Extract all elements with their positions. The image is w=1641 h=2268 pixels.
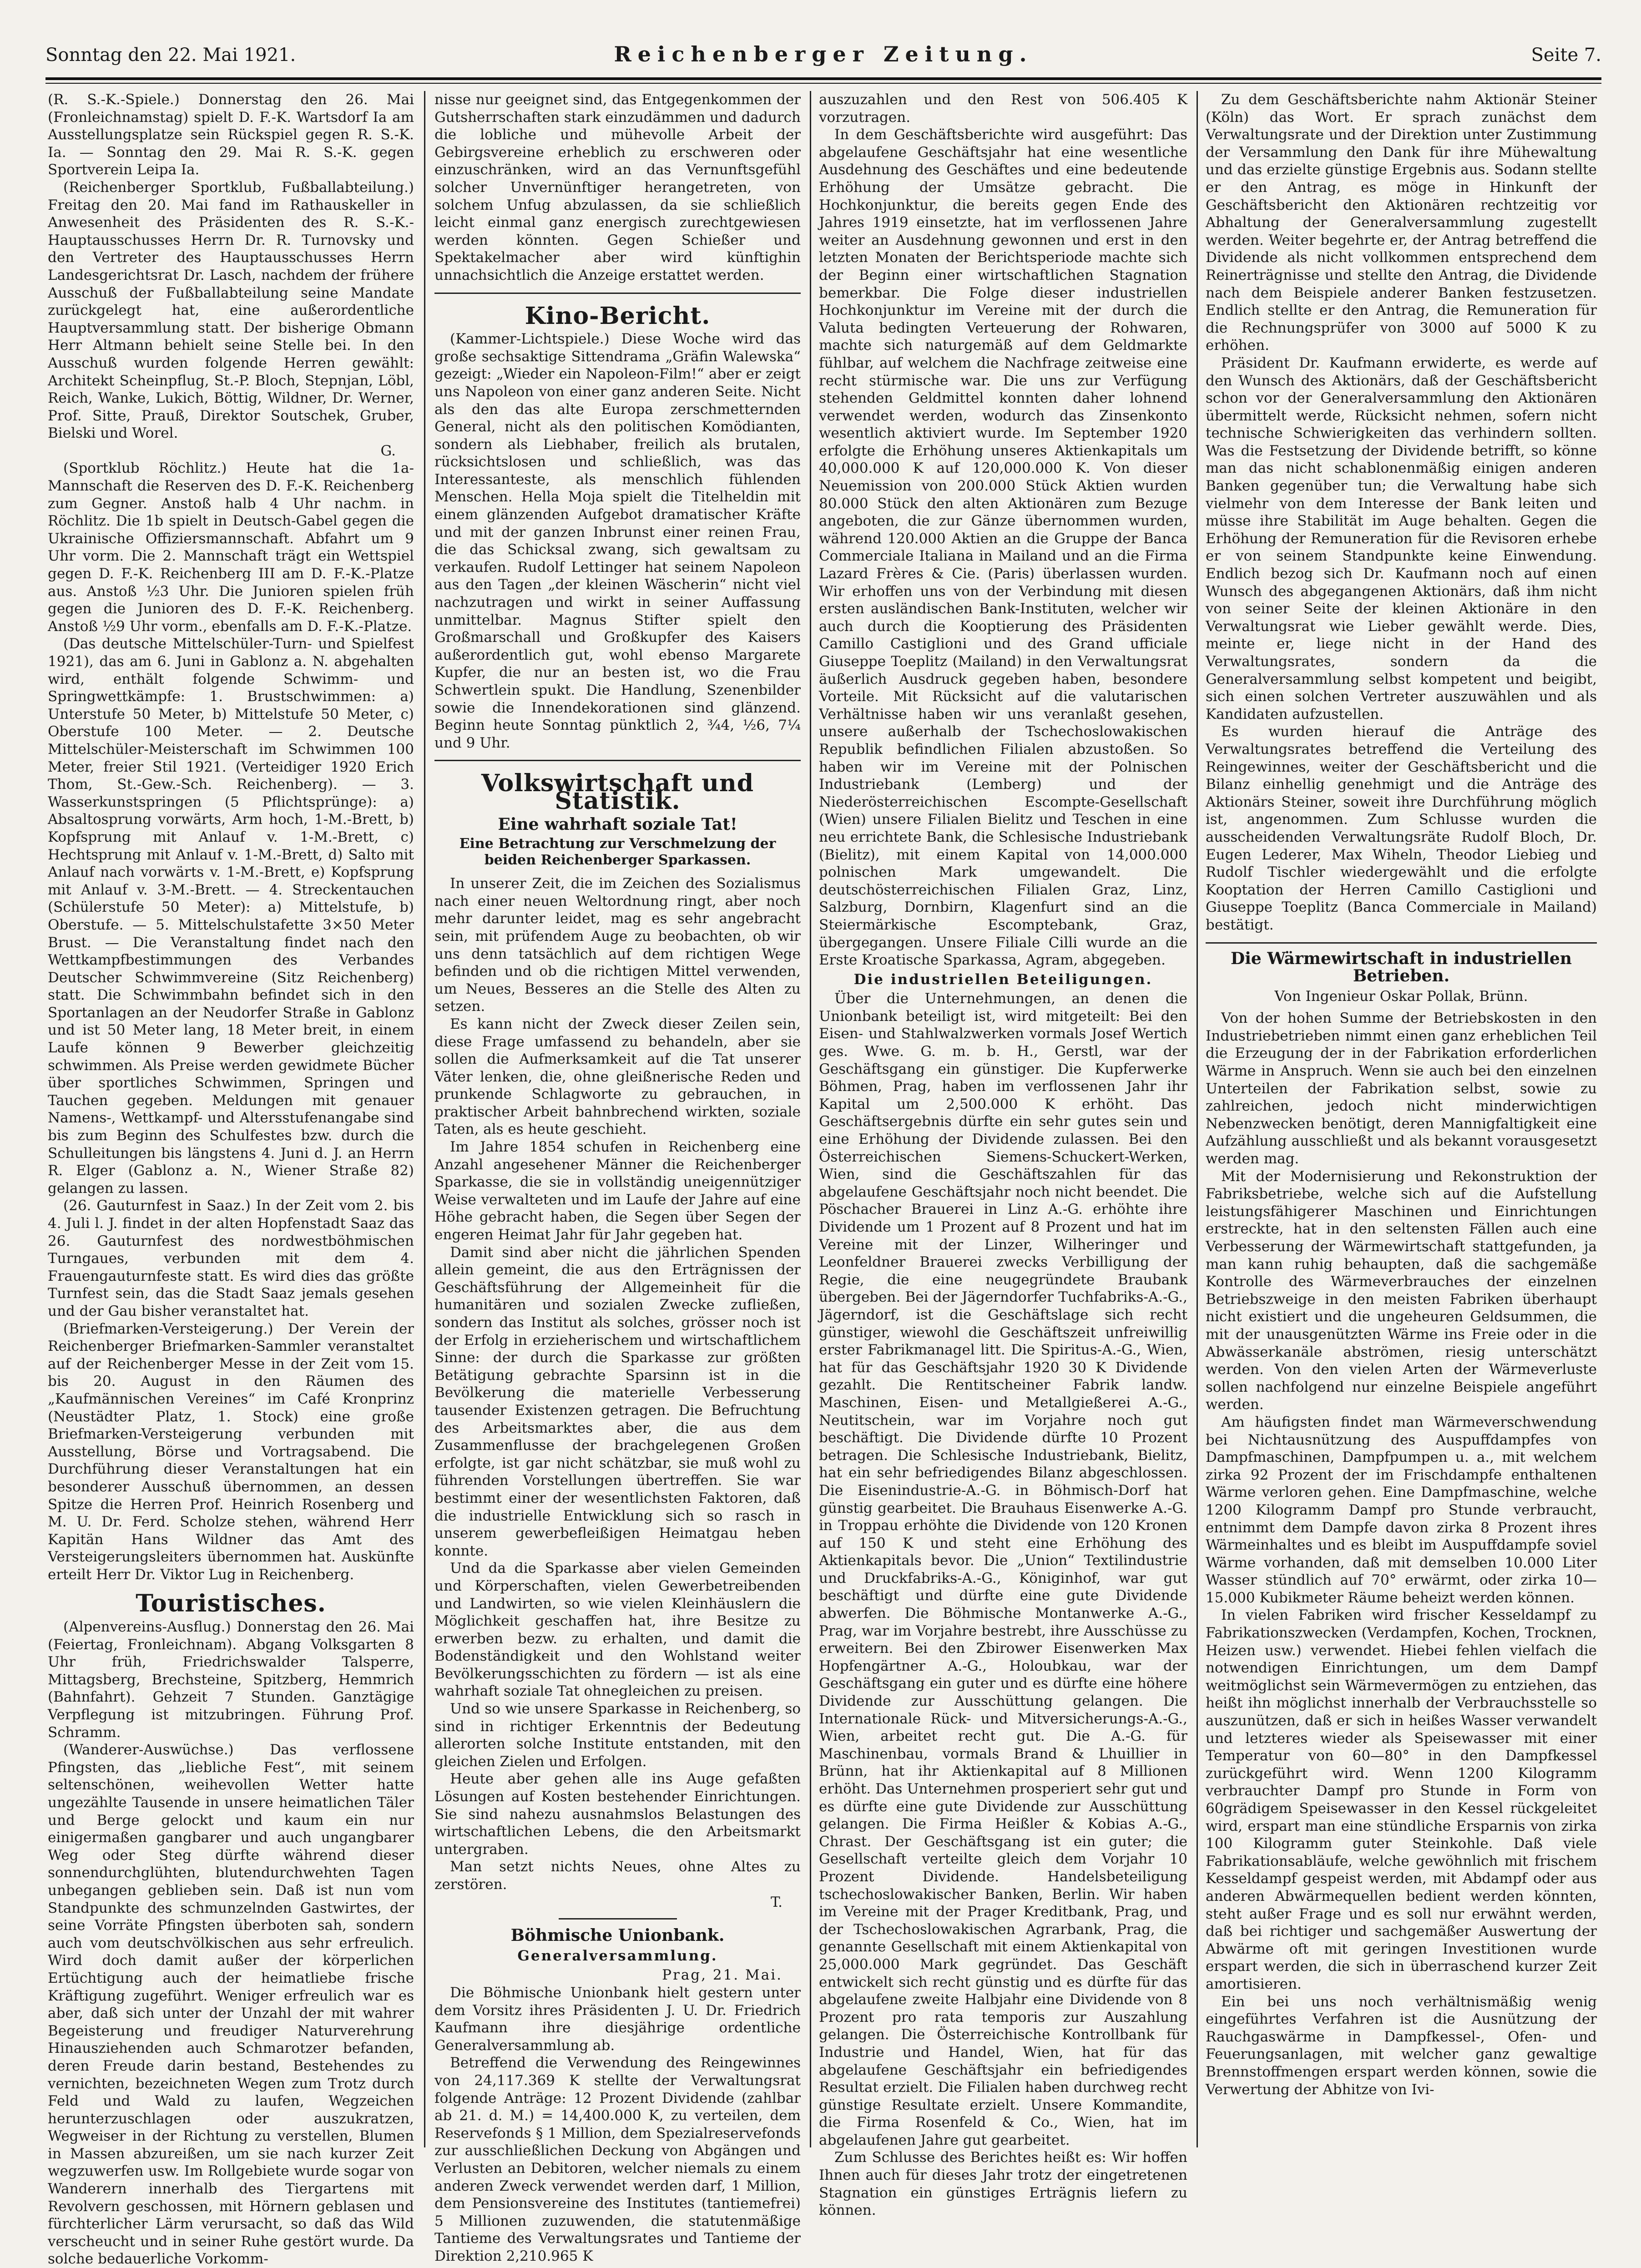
section-heading-touristik: Touristisches. — [136, 1590, 326, 1618]
section-heading-kino: Kino-Bericht. — [525, 302, 711, 330]
article-paragraph: Damit sind aber nicht die jährlichen Spenden allein gemeint, die aus den Erträgnissen der Geschäftsführung der Allgemeinheit für die humanitären und sozialen Zwecke zufließen, sondern das Institut als solches, grösser noch ist der Erfolg in erzieherischem und wirtschaftlichem Sinne: der durch die Sparkasse zur größten Betätigung gebrachte Sparsinn ist in die Bevölkerung die materielle Verbesserung tausender Existenzen getragen. Die Befruchtung des Arbeitsmarktes aber, die aus dem Zusammenflusse der brachgelegenen Großen erfolgte, ist gar nicht schätzbar, sie muß wohl zu führenden Vorstellungen übertreffen. Sie war bestimmt einer der wesentlichsten Faktoren, daß die industrielle Entwicklung sich so rasch in unserem gewerbefleißigen Heimatgau heben konnte. — [434, 1244, 801, 1559]
article-dateline: Prag, 21. Mai. — [662, 1967, 783, 1984]
article-paragraph: (Sportklub Röchlitz.) Heute hat die 1a-Mannschaft die Reserven des D. F.-K. Reichenberg zum Gegner. Anstoß halb 4 Uhr nachm. in Röchlitz. Die 1b spielt in Deutsch-Gabel gegen die Ukrainische Offiziersmannschaft. Abfahrt um 9 Uhr vorm. Die 2. Mannschaft trägt ein Wettspiel gegen D. F.-K. Reichenberg III am D. F.-K.-Platze aus. Anstoß ½3 Uhr. Die Junioren spielen früh gegen die Junioren des D. F.-K. Reichenberg. Anstoß ½9 Uhr vorm., ebenfalls am D. F.-K.-Platze. — [48, 460, 414, 635]
article-paragraph: (26. Gauturnfest in Saaz.) In der Zeit vom 2. bis 4. Juli l. J. findet in der alten Hopfenstadt Saaz das 26. Gauturnfest des nordwestböhmischen Turngaues, verbunden mit dem 4. Frauengauturnfeste statt. Es wird dies das größte Turnfest sein, das die Stadt Saaz jemals gesehen und der Gau bisher veranstaltet hat. — [48, 1197, 414, 1319]
article-paragraph: Zum Schlusse des Berichtes heißt es: Wir hoffen Ihnen auch für dieses Jahr trotz der eingetretenen Stagnation ein günstiges Erträgnis liefern zu können. — [819, 2149, 1187, 2219]
article-title: Eine wahrhaft soziale Tat! — [498, 814, 737, 834]
article-paragraph: (Briefmarken-Versteigerung.) Der Verein der Reichenberger Briefmarken-Sammler veranstaltet auf der Reichenberger Messe in der Zeit vom 15. bis 20. August in den Räumen des „Kaufmännischen Vereines“ im Café Kronprinz (Neustädter Platz, 1. Stock) eine große Briefmarken-Versteigerung verbunden mit Ausstellung, Börse und Vortragsabend. Die Durchführung dieser Veranstaltungen hat ein besonderer Ausschuß übernommen, an dessen Spitze die Herren Prof. Heinrich Rosenberg und M. U. Dr. Ferd. Scholze stehen, während Herr Kapitän Hans Wildner das Amt des Versteigerungsleiters übernommen hat. Auskünfte erteilt Herr Dr. Viktor Lug in Reichenberg. — [48, 1320, 414, 1583]
article-paragraph: Und so wie unsere Sparkasse in Reichenberg, so sind in richtiger Erkenntnis der Bedeutung allerorten solche Institute entstanden, mit den gleichen Zielen und Erfolgen. — [434, 1701, 801, 1770]
article-title-waermewirtschaft: Die Wärmewirtschaft in industriellen Betrieben. — [1231, 949, 1572, 986]
article-paragraph: Mit der Modernisierung und Rekonstruktion der Fabriksbetriebe, welche sich auf die Aufstellung leistungsfähigerer Maschinen und Einrichtungen erstreckte, hat in den seltensten Fällen auch eine Verbesserung der Wärmewirtschaft stattgefunden, ja man kann ruhig behaupten, daß die sachgemäße Kontrolle des Wärmeverbrauches der einzelnen Betriebszweige in den meisten Fabriken überhaupt nicht existiert und die ungeheuren Geldsummen, die mit der unausgenützten Wärme ins Freie oder in die Abwässerkanäle abströmen, riesig unterschätzt werden. Von den vielen Arten der Wärmeverluste sollen nachfolgend nur einzelne Beispiele angeführt werden. — [1206, 1168, 1597, 1413]
article-paragraph: Heute aber gehen alle ins Auge gefaßten Lösungen auf Kosten bestehender Einrichtungen. Sie sind nahezu ausnahmslos Belastungen des wirtschaftlichen Lebens, die den Arbeitsmarkt untergraben. — [434, 1771, 801, 1858]
section-divider — [1206, 942, 1597, 945]
article-paragraph: Es kann nicht der Zweck dieser Zeilen sein, diese Frage umfassend zu behandeln, aber sie sollen die Aufmerksamkeit auf die Tat unserer Väter lenken, die, ohne gleißnerische Reden und prunkende Schlagworte zu gebrauchen, in praktischer Arbeit bahnbrechend wirkten, soziale Taten, als es heute geschieht. — [434, 1015, 801, 1138]
article-paragraph: Und da die Sparkasse aber vielen Gemeinden und Körperschaften, vielen Gewerbetreibenden und Landwirten, so wie vielen Kleinhäuslern die Möglichkeit geschaffen hat, ihre Besitze zu erwerben bezw. zu erhalten, und damit die Bodenständigkeit und den Wohlstand weiter Bevölkerungsschichten zu fördern — ist als eine wahrhaft soziale Tat ohnegleichen zu preisen. — [434, 1560, 801, 1700]
article-signature: T. — [771, 1894, 783, 1910]
header-rule-thin — [45, 83, 1601, 84]
column-divider — [424, 91, 425, 2147]
article-paragraph: (Das deutsche Mittelschüler-Turn- und Spielfest 1921), das am 6. Juni in Gablonz a. N. abgehalten wird, enthält folgende Schwimm- und Springwettkämpfe: 1. Brustschwimmen: a) Unterstufe 50 Meter, b) Mittelstufe 50 Meter, c) Oberstufe 100 Meter. — 2. Deutsche Mittelschüler-Meisterschaft im Schwimmen 100 Meter, freier Stil 1921. (Verteidiger 1920 Erich Thom, St.-Gew.-Sch. Reichenberg). — 3. Wasserkunstspringen (5 Pflichtsprünge): a) Absaltosprung vorwärts, Arm hoch, 1-M.-Brett, b) Kopfsprung mit Anlauf v. 1-M.-Brett, c) Hechtsprung mit Anlauf v. 1-M.-Brett, d) Salto mit Anlauf nach vorwärts v. 1-M.-Brett, e) Kopfsprung mit Anlauf v. 3-M.-Brett. — 4. Streckentauchen (Schülerstufe 50 Meter): a) Mittelstufe, b) Oberstufe. — 5. Mittelschulstafette 3×50 Meter Brust. — Die Veranstaltung findet nach den Wettkampfbestimmungen des Verbandes Deutscher Schwimmvereine (Sitz Reichenberg) statt. Die Schwimmbahn befindet sich in den Sportanlagen an der Neudorfer Straße in Gablonz und ist 50 Meter lang, 18 Meter breit, in einem Laufe können 9 Bewerber gleichzeitig schwimmen. Als Preise werden gewidmete Bücher über sportliches Schwimmen, Springen und Tauchen gegeben. Meldungen mit genauer Namens-, Wettkampf- und Altersstufenangabe sind bis zum Beginn des Schulfestes bzw. durch die Schulleitungen bis längstens 4. Juni d. J. an Herrn R. Elger (Gablonz a. N., Wiener Straße 82) gelangen zu lassen. — [48, 636, 414, 1197]
header-rule — [45, 77, 1601, 80]
article-signature: G. — [380, 442, 396, 459]
article-paragraph: Präsident Dr. Kaufmann erwiderte, es werde auf den Wunsch des Aktionärs, daß der Geschäftsbericht schon vor der Generalversammlung den Aktionären übermittelt werde, Rücksicht nehmen, sofern nicht technische Schwierigkeiten das verhindern sollten. Was die Festsetzung der Dividende betrifft, so könne man das nicht schablonenmäßig einigen anderen Banken gegenüber tun; die Verwaltung habe sich vielmehr von dem Interesse der Bank leiten und müsse ihre Stabilität im Auge behalten. Gegen die Erhöhung der Remuneration für die Revisoren erhebe er von seinem Standpunkte keine Einwendung. Endlich bezog sich Dr. Kaufmann noch auf einen Wunsch des abgegangenen Aktionärs, daß ihm nicht von seiner Seite der kleinen Aktionäre in den Verwaltungsrat wie Lieber gewählt werde. Dies, meinte er, liege nicht in der Hand des Verwaltungsrates, sondern da die Generalversammlung selbst kompetent und beigibt, sich einen solchen Vertreter auszuwählen und als Kandidaten aufzustellen. — [1206, 354, 1597, 722]
masthead-title: Reichenberger Zeitung. — [614, 42, 1033, 66]
column-2 — [434, 91, 801, 2264]
column-4 — [1206, 91, 1597, 2147]
article-paragraph: Man setzt nichts Neues, ohne Altes zu zerstören. — [434, 1859, 801, 1893]
article-paragraph: (Alpenvereins-Ausflug.) Donnerstag den 26. Mai (Feiertag, Fronleichnam). Abgang Volksgarten 8 Uhr früh, Friedrichswalder Talsperre, Mittagsberg, Brechsteine, Spitzberg, Hemmrich (Bahnfahrt). Gehzeit 7 Stunden. Ganztägige Verpflegung ist mitzubringen. Führung Prof. Schramm. — [48, 1619, 414, 1741]
article-paragraph: (Wanderer-Auswüchse.) Das verflossene Pfingsten, das „liebliche Fest“, mit seinem seltenschönen, weihevollen Wetter hatte ungezählte Tausende in unsere heimatlichen Täler und Berge gelockt und kaum ein nur einigermaßen gangbarer und auch ungangbarer Weg oder Steg dürfte während dieser sonnendurchglühten, blutendurchwehten Tagen unbegangen geblieben sein. Daß ist nun vom Standpunkte des schmunzelnden Gastwirtes, der seine Vorräte Pfingsten überboten sah, sondern auch vom deutschvölkischen aus sehr erfreulich. Wird doch damit außer der körperlichen Ertüchtigung auch der heimatliebe frische Kräftigung zugeführt. Weniger erfreulich war es aber, daß sich unter der Unzahl der mit wahrer Begeisterung und freudiger Naturverehrung Hinausziehenden auch Schmarotzer befanden, deren Freude darin bestand, Bestehendes zu vernichten, bezeichneten Wegen zum Trotz durch Feld und Wald zu laufen, Wegzeichen herunterzuschlagen oder auszukratzen, Wegweiser in der Richtung zu verstellen, Blumen in Massen abzureißen, um sie nach kurzer Zeit wegzuwerfen usw. Im Rollgebiete wurde sogar von Wanderern innerhalb des Tiergartens mit Revolvern geschossen, mit Hörnern geblasen und fürchterlicher Lärm verursacht, so daß das Wild verscheucht und in seiner Ruhe gestört wurde. Da solche bedauerliche Vorkomm- — [48, 1742, 414, 2268]
article-paragraph: (Reichenberger Sportklub, Fußballabteilung.) Freitag den 20. Mai fand im Rathauskeller in Anwesenheit des Präsidenten des R. S.-K.-Hauptausschusses Herrn Dr. R. Turnovsky und den Vertreter des Hauptausschusses Herrn Landesgerichtsrat Dr. Lasch, nachdem der frühere Ausschuß der Fußballabteilung seine Mandate zurückgelegt hat, eine außerordentliche Hauptversammlung statt. Der bisherige Obmann Herr Altmann behielt seine Stelle bei. In den Ausschuß wurden folgende Herren gewählt: Architekt Scheinpflug, St.-P. Bloch, Stepnjan, Löbl, Reich, Wanke, Lukich, Böttig, Wildner, Dr. Werner, Prof. Sitte, Prauß, Direktor Soutschek, Gruber, Bielski und Worel. — [48, 179, 414, 442]
section-heading-volkswirtschaft: Volkswirtschaft und Statistik. — [481, 769, 754, 815]
article-subtitle: Generalversammlung. — [517, 1947, 718, 1964]
article-subheading: Die industriellen Beteiligungen. — [853, 971, 1153, 988]
column-3 — [819, 91, 1187, 2219]
article-paragraph: Im Jahre 1854 schufen in Reichenberg eine Anzahl angesehener Männer die Reichenberger Sparkasse, die sie in vollständig uneigennütziger Weise verwalteten und im Laufe der Jahre auf eine Höhe gebracht haben, die Segen über Segen der engeren Heimat Jahr für Jahr gegeben hat. — [434, 1139, 801, 1243]
article-divider — [559, 1918, 677, 1919]
section-divider — [434, 760, 801, 763]
article-paragraph: (Kammer-Lichtspiele.) Diese Woche wird das große sechsaktige Sittendrama „Gräfin Walewska“ gezeigt: „Wieder ein Napoleon-Film!“ aber er zeigt uns Napoleon von einer ganz anderen Seite. Nicht als den das alte Europa zerschmetternden General, nicht als den politischen Komödianten, sondern als Liebhaber, freilich als brutalen, rücksichtslosen und schließlich, was das Interessanteste, als menschlich fühlenden Menschen. Hella Moja spielt die Titelheldin mit einem glänzenden Aufgebot dramatischer Kräfte und mit der ganzen Inbrunst einer reinen Frau, die das Schicksal zwang, sich gewaltsam zu verkaufen. Rudolf Lettinger hat seinem Napoleon aus den Tagen „der kleinen Wäscherin“ nicht viel nachzutragen und wirkt in seiner Auffassung unmittelbar. Magnus Stifter spielt den Großmarschall und Großkupfer des Kaisers außerordentlich gut, wohl ebenso Margarete Kupfer, die nur an besten ist, wo die Frau Schwertlein spukt. Die Handlung, Szenenbilder sowie die Innendekorationen sind glänzend. Beginn heute Sonntag pünktlich 2, ¾4, ½6, 7¼ und 9 Uhr. — [434, 331, 801, 751]
section-divider — [434, 293, 801, 296]
article-paragraph: auszuzahlen und den Rest von 506.405 K vorzutragen. — [819, 91, 1187, 126]
article-subtitle: Eine Betrachtung zur Verschmelzung der beiden Reichenberger Sparkassen. — [459, 836, 776, 869]
article-paragraph: In vielen Fabriken wird frischer Kesseldampf zu Fabrikationszwecken (Verdampfen, Kochen, Trocknen, Heizen usw.) verwendet. Hiebei fehlen vielfach die notwendigen Einrichtungen, um dem Dampf weitmöglichst sein Wärmevermögen zu entziehen, das heißt ihn möglichst innerhalb der Verbrauchsstelle so auszunützen, daß er sich in heißes Wasser verwandelt und letzteres wieder als Speisewasser mit einer Temperatur von 60—80° in den Dampfkessel zurückgeführt wird. Wenn 1200 Kilogramm verbrauchter Dampf pro Stunde in Form von 60grädigem Speisewasser in den Kessel rückgeleitet wird, erspart man eine stündliche Ersparnis von zirka 100 Kilogramm guter Steinkohle. Daß viele Fabrikationsabläufe, welche gewöhnlich mit frischem Kesseldampf gespeist werden, mit Abdampf oder aus anderen Abwärmequellen bedient werden könnten, steht außer Frage und es soll nur erwähnt werden, daß bei richtiger und sachgemäßer Auswertung der Abwärme oft mit geringen Investitionen wurde erspart werden, die sich in überraschend kurzer Zeit amortisieren. — [1206, 1607, 1597, 1992]
article-paragraph: Die Böhmische Unionbank hielt gestern unter dem Vorsitz ihres Präsidenten J. U. Dr. Friedrich Kaufmann ihre diesjährige ordentliche Generalversammlung ab. — [434, 1984, 801, 2054]
article-paragraph: Zu dem Geschäftsberichte nahm Aktionär Steiner (Köln) das Wort. Er sprach zunächst dem Verwaltungsrate und der Direktion unter Zustimmung der Versammlung den Dank für ihre Mühewaltung und das erzielte günstige Ergebnis aus. Sodann stellte er den Antrag, es möge in Hinkunft der Geschäftsbericht den Aktionären rechtzeitig vor Abhaltung der Generalversammlung zugestellt werden. Weiter begehrte er, der Antrag betreffend die Dividende als nicht vollkommen entsprechend dem Reinerträgnisse und stellte den Antrag, die Dividende nach dem Beispiele anderer Banken festzusetzen. Endlich stellte er den Antrag, die Remuneration für die Rechnungsprüfer von 3000 auf 5000 K zu erhöhen. — [1206, 91, 1597, 354]
article-paragraph: Von der hohen Summe der Betriebskosten in den Industriebetrieben nimmt einen ganz erheblichen Teil die Erzeugung der in der Fabrikation erforderlichen Wärme in Anspruch. Wenn sie auch bei den einzelnen Unterteilen der Fabrikation selbst, sowie zu zahlreichen, jedoch nicht minderwichtigen Nebenzwecken benötigt, deren Mannigfaltigkeit eine Aufzählung ausschließt und als bekannt vorausgesetzt werden mag. — [1206, 1010, 1597, 1167]
article-author: Von Ingenieur Oskar Pollak, Brünn. — [1274, 988, 1528, 1005]
article-paragraph: Am häufigsten findet man Wärmeverschwendung bei Nichtausnützung des Auspuffdampfes von Dampfmaschinen, Dampfpumpen u. a., mit welchem zirka 92 Prozent der im Frischdampfe enthaltenen Wärme verloren gehen. Eine Dampfmaschine, welche 1200 Kilogramm Dampf pro Stunde verbraucht, entnimmt dem Dampfe davon zirka 8 Prozent ihres Wärmeinhaltes und es bleibt im Auspuffdampfe soviel Wärme vorhanden, daß mit demselben 10.000 Liter Wasser stündlich auf 70° erwärmt, oder zirka 10—15.000 Kubikmeter Räume beheizt werden können. — [1206, 1414, 1597, 1606]
header-date: Sonntag den 22. Mai 1921. — [45, 45, 296, 66]
page-number: Seite 7. — [1531, 45, 1601, 66]
column-1 — [48, 91, 414, 2268]
article-paragraph: In unserer Zeit, die im Zeichen des Sozialismus nach einer neuen Weltordnung ringt, aber noch mehr darunter leidet, mag es sehr angebracht sein, mit prüfendem Auge zu beobachten, ob wir uns denn tatsächlich auf dem richtigen Wege befinden und ob die richtigen Mittel verwenden, um Neues, Besseres an die Stelle des Alten zu setzen. — [434, 875, 801, 1015]
page-header — [45, 42, 1601, 74]
article-paragraph: nisse nur geeignet sind, das Entgegenkommen der Gutsherrschaften stark einzudämmen und dadurch die lobliche und mühevolle Arbeit der Gebirgsvereine erheblich zu erschweren oder einzuschränken, wird an das Vernunftsgefühl solcher Unvernünftiger herangetreten, von solchem Unfug abzulassen, da sie schließlich leicht einmal ganz energisch zurechtgewiesen werden könnten. Gegen Schießer und Spektakelmacher aber wird künftighin unnachsichtlich die Anzeige erstattet werden. — [434, 91, 801, 283]
article-paragraph: In dem Geschäftsberichte wird ausgeführt: Das abgelaufene Geschäftsjahr hat eine wesentliche Ausdehnung des Geschäftes und eine bedeutende Erhöhung der Umsätze gebracht. Die Hochkonjunktur, die bereits gegen Ende des Jahres 1919 einsetzte, hat im verflossenen Jahre weiter an Ausdehnung gewonnen und erst in den letzten Monaten der Berichtsperiode machte sich der Beginn einer wirtschaftlichen Stagnation bemerkbar. Die Folge dieser industriellen Hochkonjunktur im Vereine mit der durch die Valuta bedingten Verteuerung der Rohwaren, machte sich naturgemäß auf dem Geldmarkte fühlbar, auf welchem die Nachfrage zeitweise eine recht stürmische war. Die uns zur Verfügung stehenden Geldmittel konnten daher lohnend verwendet werden, wodurch das Zinsenkonto wesentlich aktiviert wurde. Im September 1920 erfolgte die Erhöhung unseres Aktienkapitals um 40,000.000 K auf 120,000.000 K. Von dieser Neuemission von 200.000 Stück Aktien wurden 80.000 Stück den alten Aktionären zum Bezuge angeboten, die zur Gänze übernommen wurden, während 120.000 Aktien an die Gruppe der Banca Commerciale Italiana in Mailand und an die Firma Lazard Frères & Cie. (Paris) überlassen wurden. Wir erhoffen uns von der Verbindung mit diesen ersten ausländischen Bank-Instituten, welcher wir auch durch die Kooptierung des Präsidenten Camillo Castiglioni und des Grand ufficiale Giuseppe Toeplitz (Mailand) in den Verwaltungsrat äußerlich Ausdruck gegeben haben, besondere Vorteile. Mit Rücksicht auf die valutarischen Verhältnisse haben wir uns veranlaßt gesehen, unsere außerhalb der Tschechoslowakischen Republik befindlichen Filialen abzustoßen. So haben wir im Vereine mit der Polnischen Industriebank (Lemberg) und der Niederösterreichischen Escompte-Gesellschaft (Wien) unsere Filialen Bielitz und Teschen in eine neu errichtete Bank, die Schlesische Industriebank (Bielitz), mit einem Kapital von 14,000.000 polnischen Mark umgewandelt. Die deutschösterreichischen Filialen Graz, Linz, Salzburg, Dornbirn, Klagenfurt sind an die Steiermärkische Escomptebank, Graz, übergegangen. Unsere Filiale Cilli wurde an die Erste Kroatische Sparkassa, Agram, abgegeben. — [819, 126, 1187, 969]
column-divider — [810, 91, 811, 2147]
article-paragraph: Über die Unternehmungen, an denen die Unionbank beteiligt ist, wird mitgeteilt: Bei den Eisen- und Stahlwalzwerken vormals Josef Wertich ges. Wwe. G. m. b. H., Gerstl, war der Geschäftsgang ein günstiger. Die Kupferwerke Böhmen, Prag, haben im verflossenen Jahr ihr Kapital um 2,500.000 K erhöht. Das Geschäftsergebnis dürfte ein sehr gutes sein und eine Erhöhung der Dividende zulassen. Bei den Österreichischen Siemens-Schuckert-Werken, Wien, sind die Geschäftszahlen für das abgelaufene Geschäftsjahr noch nicht beendet. Die Pöschacher Brauerei in Linz A.-G. erhöhte ihre Dividende um 1 Prozent auf 8 Prozent und hat im Vereine mit der Linzer, Wilheringer und Leonfeldner Brauerei zwecks Verbilligung der Regie, die eine neugegründete Braubank übergeben. Bei der Jägerndorfer Tuchfabriks-A.-G., Jägerndorf, ist die Geschäftslage sich recht günstiger, wiewohl die Geschäftszeit unfreiwillig erster Fabrikmanagel litt. Die Spiritus-A.-G., Wien, hat für das Geschäftsjahr 1920 30 K Dividende gezahlt. Die Rentitscheiner Fabrik landw. Maschinen, Eisen- und Metallgießerei A.-G., Neutitschein, war im Vorjahre noch gut beschäftigt. Die Dividende dürfte 10 Prozent betragen. Die Schlesische Industriebank, Bielitz, hat ein sehr befriedigendes Bilanz abgeschlossen. Die Eisenindustrie-A.-G. in Böhmisch-Dorf hat günstig gearbeitet. Die Brauhaus Eisenwerke A.-G. in Troppau erhöhte die Dividende von 120 Kronen auf 150 K und steht eine Erhöhung des Aktienkapitals bevor. Die „Union“ Textilindustrie und Druckfabriks-A.-G., Königinhof, war gut beschäftigt und dürfte eine gute Dividende abwerfen. Die Böhmische Montanwerke A.-G., Prag, war im Vorjahre bestrebt, ihre Ausschüsse zu erweitern. Bei den Zbirower Eisenwerken Max Hopfengärtner A.-G., Holoubkau, war der Geschäftsgang ein guter und es dürfte eine höhere Dividende zur Ausschüttung gelangen. Die Internationale Rück- und Mitversicherungs-A.-G., Wien, arbeitet recht gut. Die A.-G. für Maschinenbau, vormals Brand & Lhuillier in Brünn, hat ihr Aktienkapital auf 8 Millionen erhöht. Das Unternehmen prosperiert sehr gut und es dürfte eine gute Dividende zur Ausschüttung gelangen. Die Firma Heißler & Kobias A.-G., Chrast. Der Geschäftsgang ist ein guter; die Gesellschaft verteilte gleich dem Vorjahr 10 Prozent Dividende. Handelsbeteiligung tschechoslowakischer Banken, Berlin. Wir haben im Vereine mit der Prager Kreditbank, Prag, und der Tschechoslowakischen Agrarbank, Prag, die genannte Gesellschaft mit einem Aktienkapital von 25,000.000 Mark gegründet. Das Geschäft entwickelt sich recht günstig und es dürfte für das abgelaufene zweite Halbjahr eine Dividende von 8 Prozent pro rata temporis zur Auszahlung gelangen. Die Österreichische Kontrollbank für Industrie und Handel, Wien, hat für das abgelaufene Geschäftsjahr ein befriedigendes Resultat erzielt. Die Filialen haben durchweg recht günstige Resultate erzielt. Unsere Kommandite, die Firma Rosenfeld & Co., Wien, hat im abgelaufenen Jahre gut gearbeitet. — [819, 990, 1187, 2148]
article-title-unionbank: Böhmische Unionbank. — [510, 1926, 725, 1945]
article-paragraph: Ein bei uns noch verhältnismäßig wenig eingeführtes Verfahren ist die Ausnützung der Rauchgaswärme in Dampfkessel-, Ofen- und Feuerungsanlagen, mit welcher ganz gewaltige Brennstoffmengen erspart werden können, sowie die Verwertung der Abhitze von Ivi- — [1206, 1993, 1597, 2098]
article-paragraph: (R. S.-K.-Spiele.) Donnerstag den 26. Mai (Fronleichnamstag) spielt D. F.-K. Wartsdorf Ia am Ausstellungsplatze sein Rückspiel gegen R. S.-K. Ia. — Sonntag den 29. Mai R. S.-K. gegen Sportverein Leipa Ia. — [48, 91, 414, 178]
column-divider — [1197, 91, 1198, 2147]
article-paragraph: Es wurden hierauf die Anträge des Verwaltungsrates betreffend die Verteilung des Reingewinnes, weiter der Geschäftsbericht und die Bilanz einhellig genehmigt und die Anträge des Aktionärs Steiner, soweit ihre Durchführung möglich ist, angenommen. Zum Schlusse wurden die ausscheidenden Verwaltungsräte Rudolf Bloch, Dr. Eugen Lederer, Max Wiheln, Theodor Liebieg und Rudolf Tischler wiedergewählt und die erfolgte Kooptation der Herren Camillo Castiglioni und Giuseppe Toeplitz (Banca Commerciale in Mailand) bestätigt. — [1206, 723, 1597, 933]
article-paragraph: Betreffend die Verwendung des Reingewinnes von 24,117.369 K stellte der Verwaltungsrat folgende Anträge: 12 Prozent Dividende (zahlbar ab 21. d. M.) = 14,400.000 K, zu verteilen, dem Reservefonds § 1 Million, dem Spezialreservefonds zur ausschließlichen Deckung von Abgängen und Verlusten an Debitoren, welcher niemals zu einem anderen Zweck verwendet werden darf, 1 Million, dem Pensionsvereine des Institutes (tantiemefrei) 5 Millionen zuzuwenden, die statutenmäßige Tantieme des Verwaltungsrates und Tantieme der Direktion 2,210.965 K — [434, 2055, 801, 2264]
